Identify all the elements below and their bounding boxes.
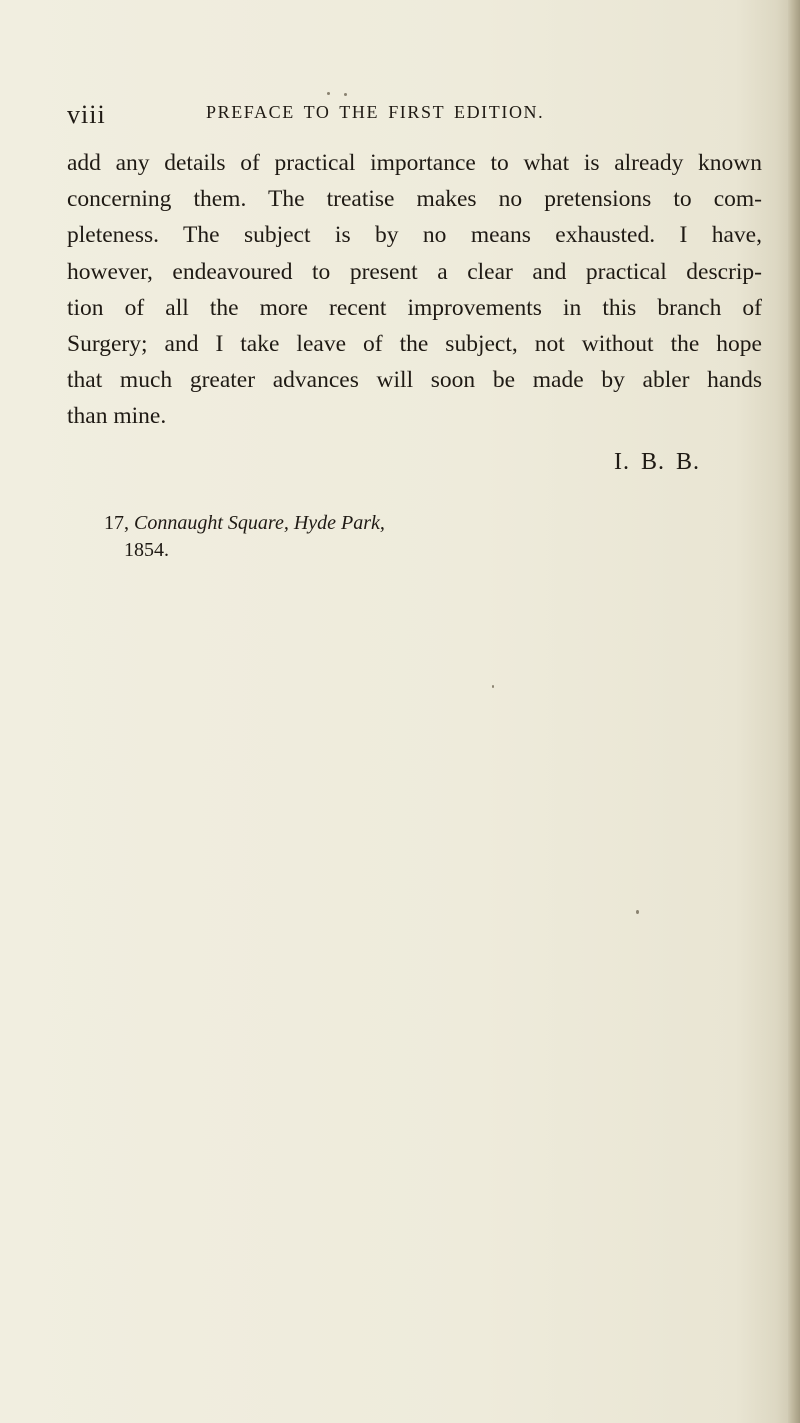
running-head <box>67 98 727 130</box>
page-number: viii <box>67 100 106 129</box>
paper-speck <box>636 910 639 914</box>
text-line: pleteness. The subject is by no means exhausted. I have, <box>67 222 762 249</box>
text-line: however, endeavoured to present a clear and practical descrip- <box>67 258 762 285</box>
author-initials: I. B. B. <box>613 449 700 475</box>
preface-paragraph <box>67 145 762 435</box>
address-year: 1854. <box>124 539 169 561</box>
paper-speck <box>344 93 347 96</box>
address-block <box>104 510 385 564</box>
text-line: concerning them. The treatise makes no pretensions to com- <box>67 186 762 213</box>
text-line: Surgery; and I take leave of the subject, not without the hope <box>67 331 762 358</box>
text-line: than mine. <box>67 403 167 430</box>
text-line: add any details of practical importance to what is already known <box>67 150 762 176</box>
text-line: tion of all the more recent improvements in this branch of <box>67 294 762 321</box>
text-line: that much greater advances will soon be made by abler hands <box>67 367 762 394</box>
paper-speck <box>327 92 330 95</box>
address-street: Connaught Square, Hyde Park, <box>134 512 385 534</box>
address-number: 17, <box>104 512 129 534</box>
page-edge-shadow <box>788 0 800 1423</box>
running-head-title: PREFACE TO THE FIRST EDITION. <box>206 102 545 122</box>
paper-speck <box>492 685 494 688</box>
